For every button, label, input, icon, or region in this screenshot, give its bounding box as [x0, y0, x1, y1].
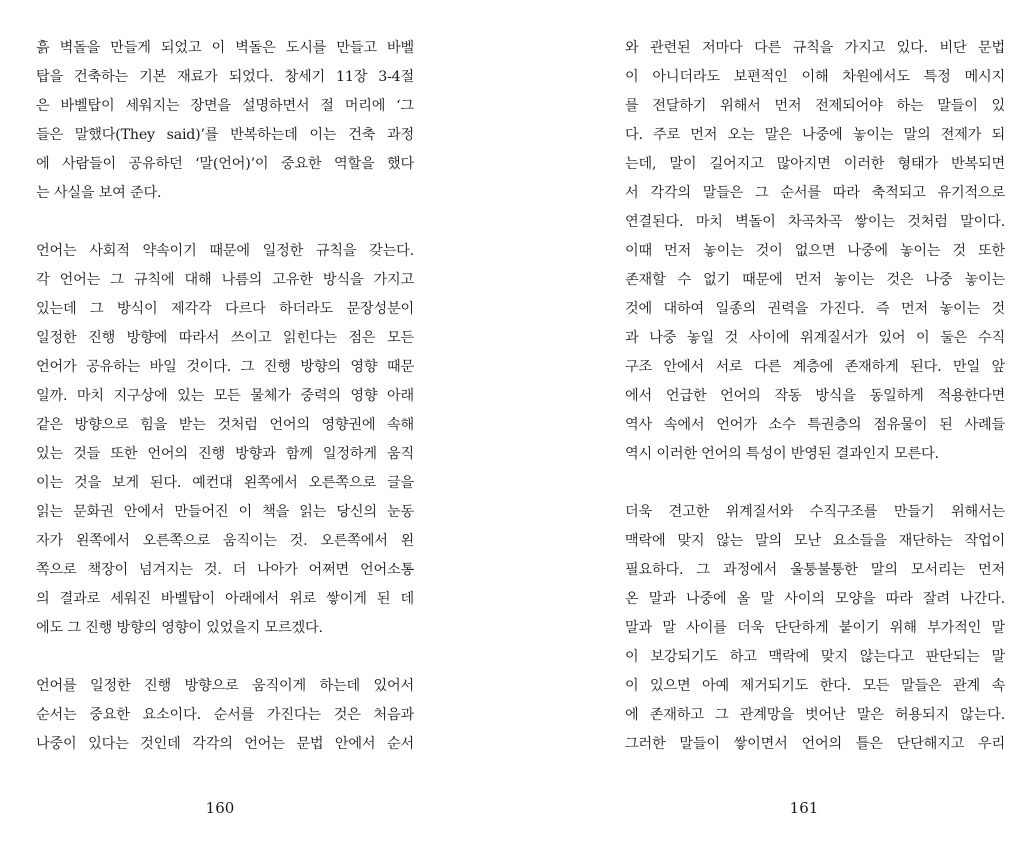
- text-line: 서 각각의 말들은 그 순서를 따라 축적되고 유기적으로: [625, 185, 1005, 201]
- paragraph: [36, 237, 414, 643]
- text-line: 와 관련된 저마다 다른 규칙을 가지고 있다. 비단 문법: [625, 40, 1005, 56]
- text-line: 쪽으로 책장이 넘겨지는 것. 더 나아가 어쩌면 언어소통: [36, 562, 414, 578]
- text-line: 역시 이러한 언어의 특성이 반영된 결과인지 모른다.: [625, 446, 939, 462]
- paragraph-gap: [36, 643, 414, 672]
- page-number: 160: [205, 799, 235, 817]
- text-line: 언어를 일정한 진행 방향으로 움직이게 하는데 있어서: [36, 678, 414, 694]
- text-line: 언어는 사회적 약속이기 때문에 일정한 규칙을 갖는다.: [36, 243, 414, 259]
- text-line: 있는 것들 또한 언어의 진행 방향과 함께 일정하게 움직: [36, 446, 414, 462]
- text-line: 있는데 그 방식이 제각각 다르다 하더라도 문장성분이: [36, 301, 414, 317]
- right-page: [512, 0, 1024, 853]
- text-line: 흙 벽돌을 만들게 되었고 이 벽돌은 도시를 만들고 바벨: [36, 40, 414, 56]
- text-line: 맥락에 맞지 않는 말의 모난 요소들을 재단하는 작업이: [625, 533, 1005, 549]
- text-line: 존재할 수 없기 때문에 먼저 놓이는 것은 나중 놓이는: [625, 272, 1005, 288]
- text-line: 이 보강되기도 하고 맥락에 맞지 않는다고 판단되는 말: [625, 649, 1005, 665]
- text-line: 들은 말했다(They said)’를 반복하는데 이는 건축 과정: [36, 127, 414, 143]
- text-line: 의 결과로 세워진 바벨탑이 아래에서 위로 쌓이게 된 데: [36, 591, 414, 607]
- paragraph: [36, 34, 414, 208]
- text-line: 필요하다. 그 과정에서 울퉁불퉁한 말의 모서리는 먼저: [625, 562, 1005, 578]
- text-line: 를 전달하기 위해서 먼저 전제되어야 하는 말들이 있: [625, 98, 1005, 114]
- left-page-text: [36, 34, 414, 759]
- text-line: 더욱 견고한 위계질서와 수직구조를 만들기 위해서는: [625, 504, 1005, 520]
- text-line: 온 말과 나중에 올 말 사이의 모양을 따라 잘려 나간다.: [625, 591, 1005, 607]
- text-line: 이때 먼저 놓이는 것이 없으면 나중에 놓이는 것 또한: [625, 243, 1005, 259]
- text-line: 자가 왼쪽에서 오른쪽으로 움직이는 것. 오른쪽에서 왼: [36, 533, 414, 549]
- text-line: 그러한 말들이 쌓이면서 언어의 틀은 단단해지고 우리: [625, 736, 1005, 752]
- text-line: 이 있으면 아예 제거되기도 한다. 모든 말들은 관계 속: [625, 678, 1005, 694]
- paragraph: [625, 34, 1005, 469]
- right-page-text: [625, 34, 1005, 759]
- page-number: 161: [789, 799, 819, 817]
- text-line: 나중이 있다는 것인데 각각의 언어는 문법 안에서 순서: [36, 736, 414, 752]
- text-line: 언어가 공유하는 바일 것이다. 그 진행 방향의 영향 때문: [36, 359, 414, 375]
- paragraph: [625, 498, 1005, 759]
- text-line: 다. 주로 먼저 오는 말은 나중에 놓이는 말의 전제가 되: [625, 127, 1005, 143]
- text-line: 탑을 건축하는 기본 재료가 되었다. 창세기 11장 3-4절: [36, 69, 414, 85]
- text-line: 에서 언급한 언어의 작동 방식을 동일하게 적용한다면: [625, 388, 1005, 404]
- text-line: 연결된다. 마치 벽돌이 차곡차곡 쌓이는 것처럼 말이다.: [625, 214, 1005, 230]
- text-line: 역사 속에서 언어가 소수 특권층의 점유물이 된 사례들: [625, 417, 1005, 433]
- text-line: 에 존재하고 그 관계망을 벗어난 말은 허용되지 않는다.: [625, 707, 1005, 723]
- text-line: 이는 것을 보게 된다. 예컨대 왼쪽에서 오른쪽으로 글을: [36, 475, 414, 491]
- paragraph: [36, 672, 414, 759]
- text-line: 순서는 중요한 요소이다. 순서를 가진다는 것은 처음과: [36, 707, 414, 723]
- text-line: 읽는 문화권 안에서 만들어진 이 책을 읽는 당신의 눈동: [36, 504, 414, 520]
- text-line: 것에 대하여 일종의 권력을 가진다. 즉 먼저 놓이는 것: [625, 301, 1005, 317]
- text-line: 과 나중 놓일 것 사이에 위계질서가 있어 이 둘은 수직: [625, 330, 1005, 346]
- text-line: 구조 안에서 서로 다른 계층에 존재하게 된다. 만일 앞: [625, 359, 1005, 375]
- text-line: 은 바벨탑이 세워지는 장면을 설명하면서 절 머리에 ‘그: [36, 98, 414, 114]
- text-line: 는데, 말이 길어지고 많아지면 이러한 형태가 반복되면: [625, 156, 1005, 172]
- text-line: 일까. 마치 지구상에 있는 모든 물체가 중력의 영향 아래: [36, 388, 414, 404]
- text-line: 이 아니더라도 보편적인 이해 차원에서도 특정 메시지: [625, 69, 1005, 85]
- text-line: 에도 그 진행 방향의 영향이 있었을지 모르겠다.: [36, 620, 323, 636]
- text-line: 각 언어는 그 규칙에 대해 나름의 고유한 방식을 가지고: [36, 272, 414, 288]
- text-line: 같은 방향으로 힘을 받는 것처럼 언어의 영향권에 속해: [36, 417, 414, 433]
- paragraph-gap: [625, 469, 1005, 498]
- text-line: 에 사람들이 공유하던 ‘말(언어)’이 중요한 역할을 했다: [36, 156, 414, 172]
- text-line: 는 사실을 보여 준다.: [36, 185, 162, 201]
- text-line: 말과 말 사이를 더욱 단단하게 붙이기 위해 부가적인 말: [625, 620, 1005, 636]
- text-line: 일정한 진행 방향에 따라서 쓰이고 읽힌다는 점은 모든: [36, 330, 414, 346]
- paragraph-gap: [36, 208, 414, 237]
